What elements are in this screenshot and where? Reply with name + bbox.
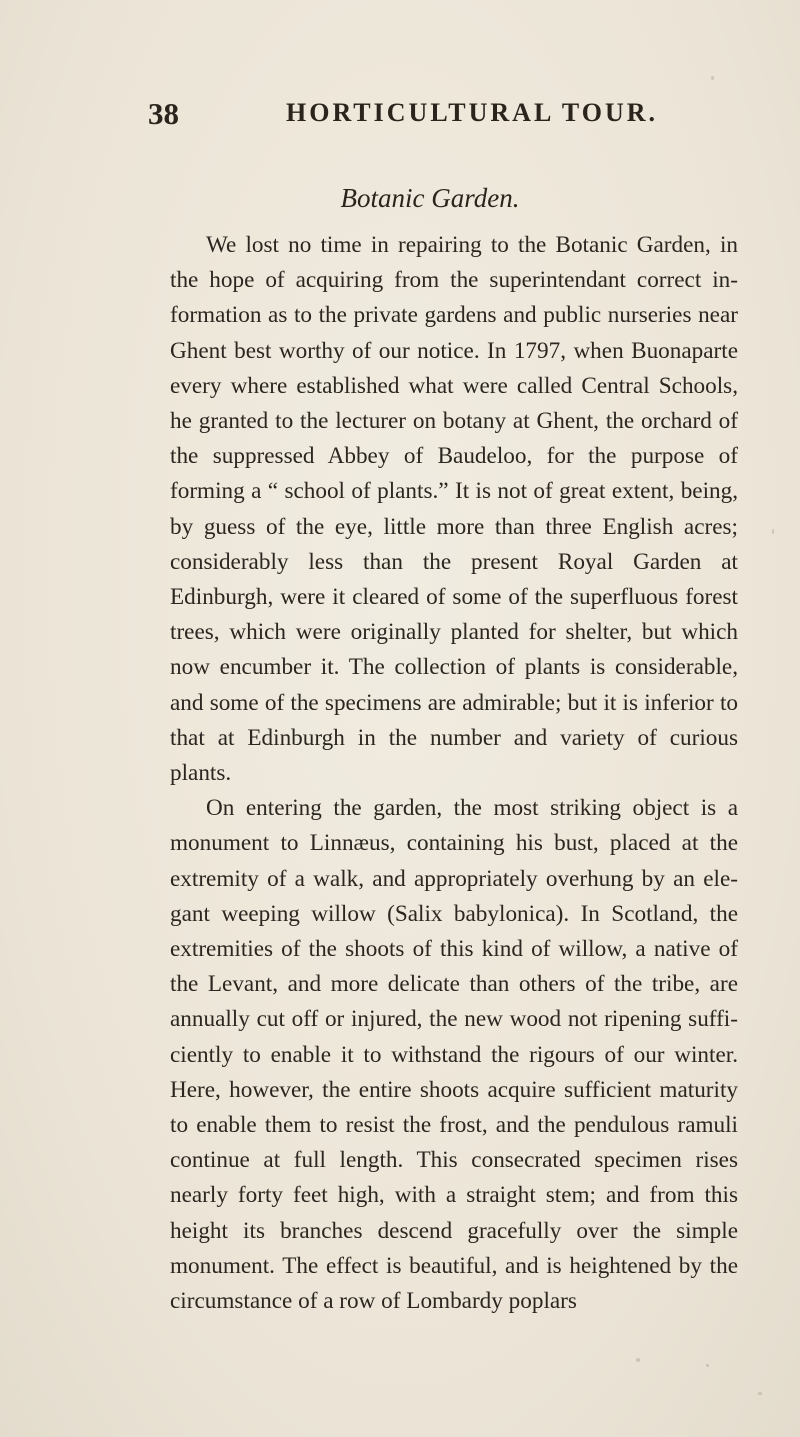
paper-speck <box>636 1358 640 1362</box>
paper-speck <box>758 1392 762 1395</box>
paragraph-2: On entering the garden, the most striking object is a monument to Linnæus, containing his bust, placed at the extremity of a walk, and appropriately overhung by an elegant weeping willow (Salix babylonica). In Scotland, the extremities of the shoots of this kind of willow, a native of the Levant, and more delicate than others of the tribe, are annually cut off or injured, the new wood not ripening sufficiently to enable it to withstand the rigours of our winter. Here, however, the entire shoots acquire sufficient maturity to enable them to resist the frost, and the pendulous ramuli continue at full length. This consecrated specimen rises nearly forty feet high, with a straight stem; and from this height its branches descend gracefully over the simple monument. The effect is beautiful, and is heightened by the circumstance of a row of Lombardy poplars <box>170 795 738 1315</box>
running-head: HORTICULTURAL TOUR. <box>286 98 659 127</box>
page-header <box>0 96 800 140</box>
body-text <box>170 228 738 1319</box>
page-number: 38 <box>148 96 179 131</box>
section-title: Botanic Garden. <box>340 183 520 213</box>
paper-speck <box>711 76 714 80</box>
paper-speck <box>706 1364 709 1367</box>
paragraph-1: We lost no time in repairing to the Botanic Garden, in the hope of acquiring from the superintendant correct information as to the private gardens and public nurseries near Ghent best worthy of our notice. In 1797, when Buonaparte every where established what were called Central Schools, he granted to the lecturer on botany at Ghent, the orchard of the suppressed Abbey of Baudeloo, for the purpose of forming a “ school of plants.” It is not of great extent, being, by guess of the eye, little more than three English acres; considerably less than the present Royal Garden at Edinburgh, were it cleared of some of the superfluous forest trees, which were originally planted for shelter, but which now encumber it. The collection of plants is considerable, and some of the specimens are admirable; but it is inferior to that at Edinburgh in the number and variety of curious plants. <box>170 232 738 787</box>
paper-speck <box>772 529 774 534</box>
